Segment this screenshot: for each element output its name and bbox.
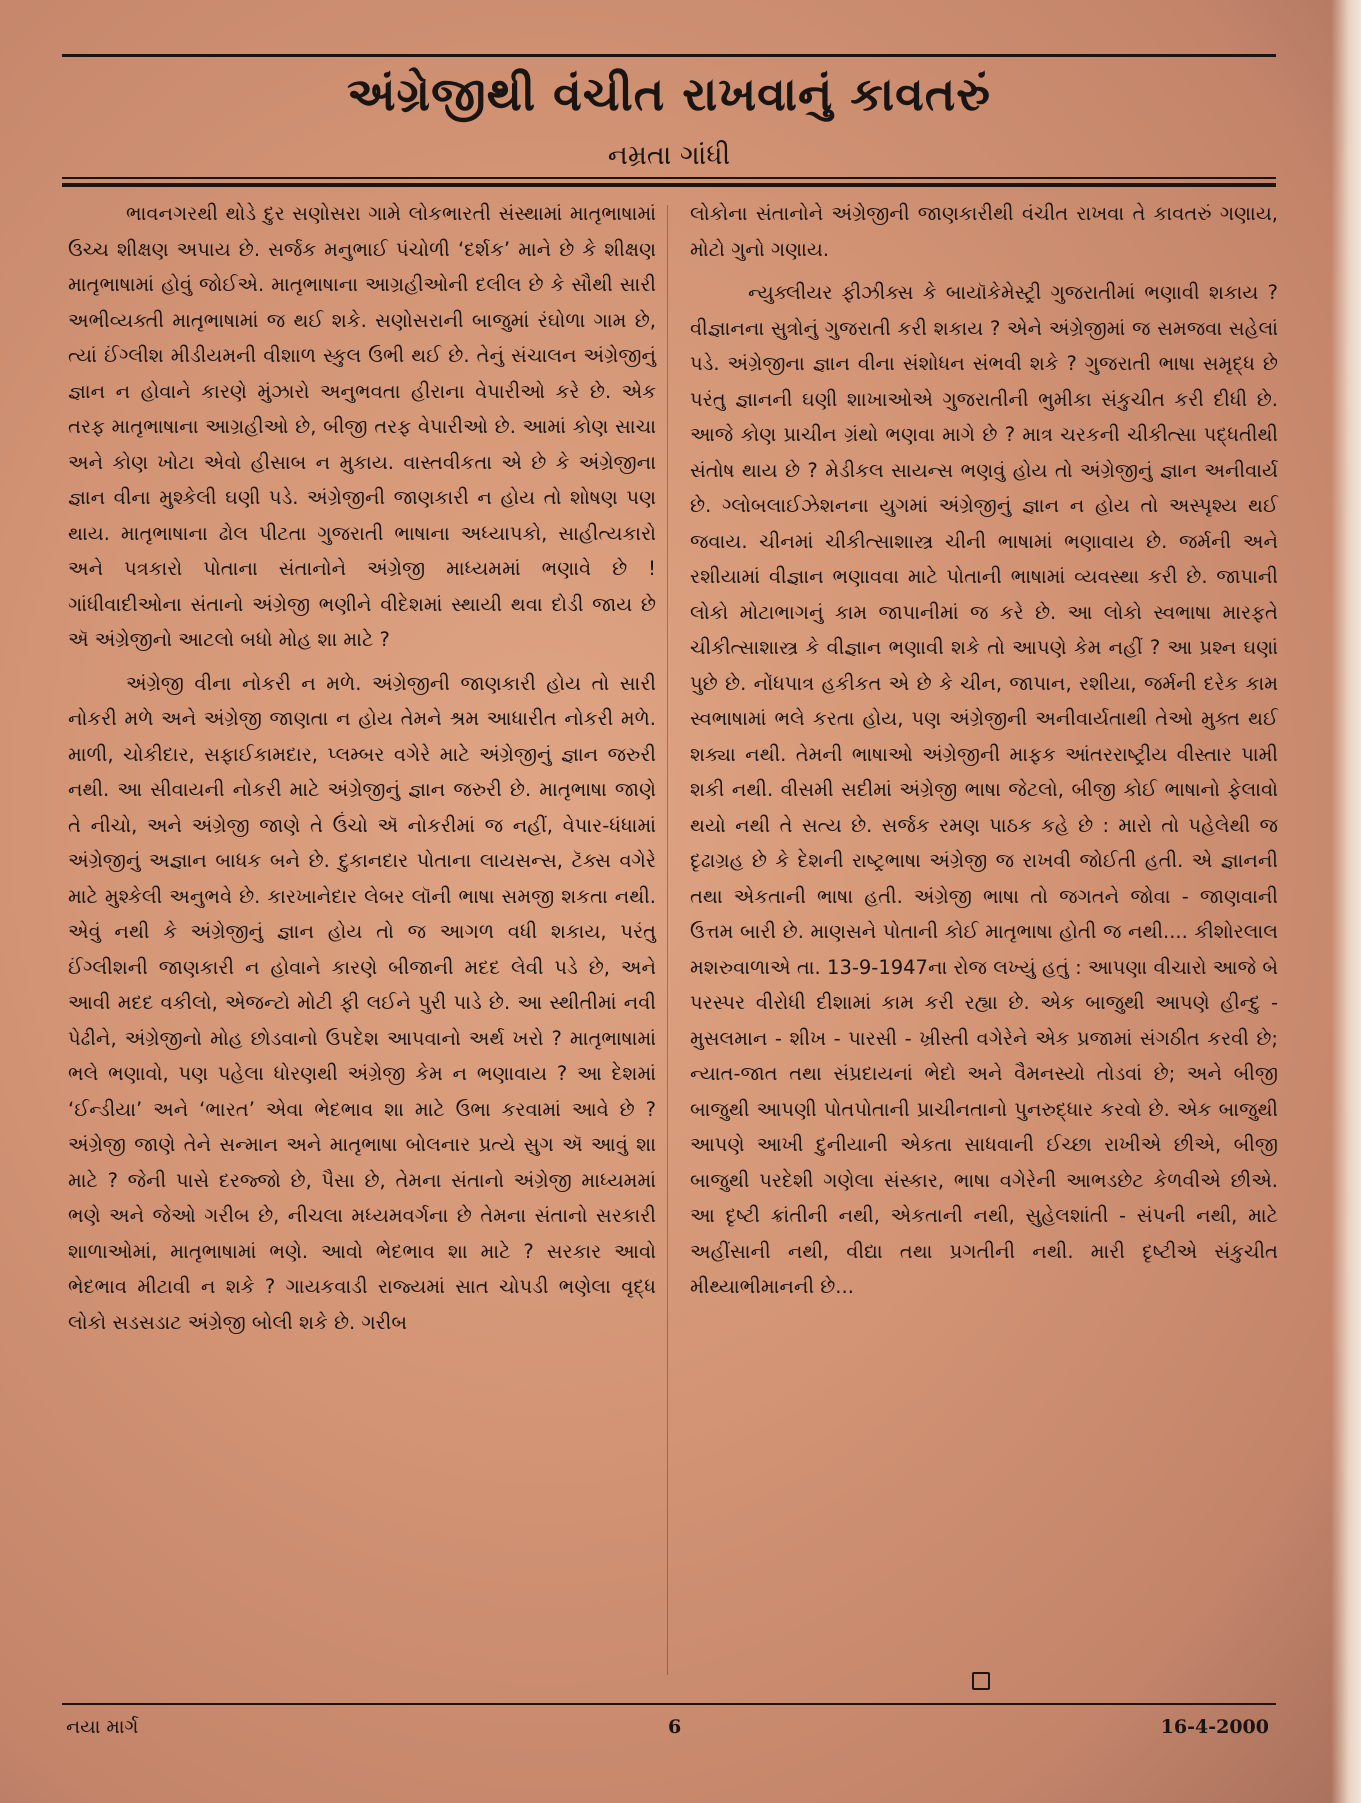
issue-date: 16-4-2000 [1160,1716,1269,1738]
right-paragraph-1: લોકોના સંતાનોને અંગ્રેજીની જાણકારીથી વંચીત રાખવા તે કાવતરું ગણાય, મોટો ગુનો ગણાય. [690,202,1278,261]
top-rule [62,54,1276,57]
article-author: નમ્રતા ગાંધી [607,140,731,171]
article-title: અંગ્રેજીથી વંચીત રાખવાનું કાવતરું [347,67,991,121]
end-of-article-mark [972,1672,990,1690]
header-rule-thick [62,183,1276,187]
left-paragraph-1: ભાવનગરથી થોડે દુર સણોસરા ગામે લોકભારતી સંસ્થામાં માતૃભાષામાં ઉચ્ચ શીક્ષણ અપાય છે. સર્જક મનુભાઈ પંચોળી ‘દર્શક’ માને છે કે શીક્ષણ માતૃભાષામાં હોવું જોઈએ. માતૃભાષાના આગ્રહીઓની દલીલ છે કે સૌથી સારી અભીવ્યક્તી માતૃભાષામાં જ થઈ શકે. સણોસરાની બાજુમાં રંઘોળા ગામ છે, ત્યાં ઈંગ્લીશ મીડીયમની વીશાળ સ્કુલ ઉભી થઈ છે. તેનું સંચાલન અંગ્રેજીનું જ્ઞાન ન હોવાને કારણે મુંઝારો અનુભવતા હીરાના વેપારીઓ કરે છે. એક તરફ માતૃભાષાના આગ્રહીઓ છે, બીજી તરફ વેપારીઓ છે. આમાં કોણ સાચા અને કોણ ખોટા એવો હીસાબ ન મુકાય. વાસ્તવીકતા એ છે કે અંગ્રેજીના જ્ઞાન વીના મુશ્કેલી ઘણી પડે. અંગ્રેજીની જાણકારી ન હોય તો શોષણ પણ થાય. માતૃભાષાના ઢોલ પીટતા ગુજરાતી ભાષાના અધ્યાપકો, સાહીત્યકારો અને પત્રકારો પોતાના સંતાનોને અંગ્રેજી માધ્યમમાં ભણાવે છે ! ગાંધીવાદીઓના સંતાનો અંગ્રેજી ભણીને વીદેશમાં સ્થાયી થવા દોડી જાય છે ઍ અંગ્રેજીનો આટલો બધો મોહ શા માટે ? [68,202,656,651]
footer-rule [62,1703,1276,1705]
publication-name: નયા માર્ગ [66,1716,139,1738]
torn-paper-edge [1331,0,1361,1803]
page-number: 6 [668,1716,682,1738]
left-paragraph-2: અંગ્રેજી વીના નોકરી ન મળે. અંગ્રેજીની જાણકારી હોય તો સારી નોકરી મળે અને અંગ્રેજી જાણતા ન હોય તેમને શ્રમ આધારીત નોકરી મળે. માળી, ચોકીદાર, સફાઈકામદાર, પ્લમ્બર વગેરે માટે અંગ્રેજીનું જ્ઞાન જરુરી નથી. આ સીવાયની નોકરી માટે અંગ્રેજીનું જ્ઞાન જરુરી છે. માતૃભાષા જાણે તે નીચો, અને અંગ્રેજી જાણે તે ઉંચો ઍ નોકરીમાં જ નહીં, વેપાર-ધંધામાં અંગ્રેજીનું અજ્ઞાન બાધક બને છે. દુકાનદાર પોતાના લાયસન્સ, ટૅક્સ વગેરે માટે મુશ્કેલી અનુભવે છે. કારખાનેદાર લેબર લૉની ભાષા સમજી શકતા નથી. એવું નથી કે અંગ્રેજીનું જ્ઞાન હોય તો જ આગળ વધી શકાય, પરંતુ ઈંગ્લીશની જાણકારી ન હોવાને કારણે બીજાની મદદ લેવી પડે છે, અને આવી મદદ વકીલો, એજન્ટો મોટી ફી લઈને પુરી પાડે છે. આ સ્થીતીમાં નવી પેઢીને, અંગ્રેજીનો મોહ છોડવાનો ઉપદેશ આપવાનો અર્થ ખરો ? માતૃભાષામાં ભલે ભણાવો, પણ પહેલા ધોરણથી અંગ્રેજી કેમ ન ભણાવાય ? આ દેશમાં ‘ઈન્ડીયા’ અને ‘ભારત’ એવા ભેદભાવ શા માટે ઉભા કરવામાં આવે છે ? અંગ્રેજી જાણે તેને સન્માન અને માતૃભાષા બોલનાર પ્રત્યે સુગ ઍ આવું શા માટે ? જેની પાસે દરજ્જો છે, પૈસા છે, તેમના સંતાનો અંગ્રેજી માધ્યમમાં ભણે અને જેઓ ગરીબ છે, નીચલા મધ્યમવર્ગના છે તેમના સંતાનો સરકારી શાળાઓમાં, માતૃભાષામાં ભણે. આવો ભેદભાવ શા માટે ? સરકાર આવો ભેદભાવ મીટાવી ન શકે ? ગાયકવાડી રાજ્યમાં સાત ચોપડી ભણેલા વૃદ્ધ લોકો સડસડાટ અંગ્રેજી બોલી શકે છે. ગરીબ [68,671,656,1334]
left-column [68,196,656,1348]
right-paragraph-2: ન્યુક્લીયર ફીઝીક્સ કે બાયૉકેમેસ્ટ્રી ગુજરાતીમાં ભણાવી શકાય ? વીજ્ઞાનના સુત્રોનું ગુજરાતી કરી શકાય ? એને અંગ્રેજીમાં જ સમજવા સહેલાં પડે. અંગ્રેજીના જ્ઞાન વીના સંશોધન સંભવી શકે ? ગુજરાતી ભાષા સમૃદ્ધ છે પરંતુ જ્ઞાનની ઘણી શાખાઓએ ગુજરાતીની ભુમીકા સંકુચીત કરી દીધી છે. આજે કોણ પ્રાચીન ગ્રંથો ભણવા માગે છે ? માત્ર ચરકની ચીકીત્સા પદ્ધતીથી સંતોષ થાય છે ? મેડીકલ સાયન્સ ભણવું હોય તો અંગ્રેજીનું જ્ઞાન અનીવાર્ય છે. ગ્લોબલાઈઝેશનના યુગમાં અંગ્રેજીનું જ્ઞાન ન હોય તો અસ્પૃશ્ય થઈ જવાય. ચીનમાં ચીકીત્સાશાસ્ત્ર ચીની ભાષામાં ભણાવાય છે. જર્મની અને રશીયામાં વીજ્ઞાન ભણાવવા માટે પોતાની ભાષામાં વ્યવસ્થા કરી છે. જાપાની લોકો મોટાભાગનું કામ જાપાનીમાં જ કરે છે. આ લોકો સ્વભાષા મારફતે ચીકીત્સાશાસ્ત્ર કે વીજ્ઞાન ભણાવી શકે તો આપણે કેમ નહીં ? આ પ્રશ્ન ઘણાં પુછે છે. નોંધપાત્ર હકીકત એ છે કે ચીન, જાપાન, રશીયા, જર્મની દરેક કામ સ્વભાષામાં ભલે કરતા હોય, પણ અંગ્રેજીની અનીવાર્યતાથી તેઓ મુક્ત થઈ શક્યા નથી. તેમની ભાષાઓ અંગ્રેજીની માફક આંતરરાષ્ટ્રીય વીસ્તાર પામી શકી નથી. વીસમી સદીમાં અંગ્રેજી ભાષા જેટલો, બીજી કોઈ ભાષાનો ફેલાવો થયો નથી તે સત્ય છે. સર્જક રમણ પાઠક કહે છે : મારો તો પહેલેથી જ દૃઢાગ્રહ છે કે દેશની રાષ્ટ્રભાષા અંગ્રેજી જ રાખવી જોઈતી હતી. એ જ્ઞાનની તથા એકતાની ભાષા હતી. અંગ્રેજી ભાષા તો જગતને જોવા - જાણવાની ઉત્તમ બારી છે. માણસને પોતાની કોઈ માતૃભાષા હોતી જ નથી.... કીશોરલાલ મશરુવાળાએ તા. 13-9-1947ના રોજ લખ્યું હતું : આપણા વીચારો આજે બે પરસ્પર વીરોધી દીશામાં કામ કરી રહ્યા છે. એક બાજુથી આપણે હીન્દુ - મુસલમાન - શીખ - પારસી - ખ્રીસ્તી વગેરેને એક પ્રજામાં સંગઠીત કરવી છે; ન્યાત-જાત તથા સંપ્રદાયનાં ભેદો અને વૈમનસ્યો તોડવાં છે; અને બીજી બાજુથી આપણી પોતપોતાની પ્રાચીનતાનો પુનરુદ્ધાર કરવો છે. એક બાજુથી આપણે આખી દુનીયાની એકતા સાધવાની ઈચ્છા રાખીએ છીએ, બીજી બાજુથી પરદેશી ગણેલા સંસ્કાર, ભાષા વગેરેની આભડછેટ કેળવીએ છીએ. આ દૃષ્ટી ક્રાંતીની નથી, એકતાની નથી, સુહેલશાંતી - સંપની નથી, માટે અહીંસાની નથી, વીદ્યા તથા પ્રગતીની નથી. મારી દૃષ્ટીએ સંકુચીત મીથ્યાભીમાનની છે... [690,281,1278,1298]
column-divider [667,205,668,1675]
right-column [690,196,1278,1313]
header-rule-thin [62,177,1276,179]
